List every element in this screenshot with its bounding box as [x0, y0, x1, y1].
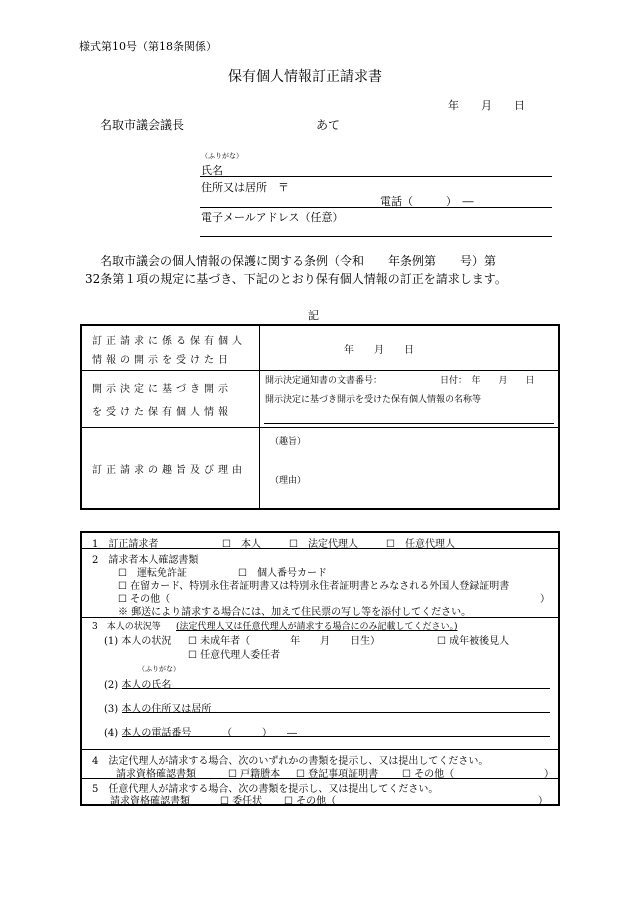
- addressee-suffix: あて: [316, 118, 341, 132]
- applicant-address-line[interactable]: [200, 207, 552, 208]
- applicant-email-label: 電子メールアドレス（任意）: [201, 211, 344, 224]
- s4-option-registry[interactable]: ☐ 登記事項証明書: [296, 769, 379, 780]
- intro-line-2: 32条第１項の規定に基づき、下記のとおり保有個人情報の訂正を請求します。: [85, 272, 507, 286]
- row1-label-line2: 情報の開示を受けた日: [92, 355, 232, 366]
- applicant-name-line[interactable]: [200, 176, 552, 177]
- s2-mail-note: ※ 郵送により請求する場合には、加えて住民票の写し等を添付してください。: [118, 607, 472, 618]
- s4-option-other[interactable]: ☐ その他（: [402, 769, 455, 780]
- s2-sep: [82, 617, 558, 618]
- row2-label-line1: 開示決定に基づき開示: [92, 384, 232, 395]
- s3-furigana: （ふりがな）: [138, 665, 180, 673]
- intro-line-1: 名取市議会の個人情報の保護に関する条例（令和 年条例第 号）第: [100, 254, 497, 268]
- s1-option-self[interactable]: ☐ 本人: [222, 539, 261, 550]
- addressee: 名取市議会議長: [100, 118, 185, 132]
- page-title: 保有個人情報訂正請求書: [228, 69, 382, 85]
- s1-option-voluntary-agent[interactable]: ☐ 任意代理人: [386, 539, 455, 550]
- s4-sep: [82, 778, 558, 779]
- s5-docs-label: 請求資格確認書類: [110, 796, 190, 807]
- s3-phone-label: (4) 本人の電話番号: [104, 728, 192, 739]
- s5-label: 5 任意代理人が請求する場合、次の書類を提示し、又は提出してください。: [92, 784, 439, 795]
- s3-option-principal[interactable]: ☐ 任意代理人委任者: [188, 650, 281, 661]
- s2-option-residence-card[interactable]: ☐ 在留カード、特別永住者証明書又は特別永住者証明書とみなされる外国人登録証明書: [118, 581, 510, 592]
- s5-option-other-close: ）: [538, 796, 548, 807]
- s3-option-adult-ward[interactable]: ☐ 成年被後見人: [437, 636, 510, 647]
- furigana-label: （ふりがな）: [201, 152, 243, 160]
- row1-label-line1: 訂正請求に係る保有個人: [92, 336, 246, 347]
- s3-status-label: (1) 本人の状況: [104, 636, 172, 647]
- row2-info-name[interactable]: 開示決定に基づき開示を受けた保有個人情報の名称等: [265, 395, 482, 405]
- s3-label: 3 本人の状況等: [92, 622, 161, 632]
- s3-phone-format[interactable]: （ ） ―: [222, 728, 297, 739]
- s2-label: 2 請求者本人確認書類: [92, 555, 199, 566]
- s1-sep: [82, 548, 558, 549]
- s4-option-koseki[interactable]: ☐ 戸籍謄本: [228, 769, 281, 780]
- s3-sep: [82, 749, 558, 750]
- s1-label: 1 訂正請求者: [92, 539, 159, 550]
- row2-label-line2: を受けた保有個人情報: [92, 407, 232, 418]
- s3-name-line[interactable]: [122, 688, 550, 689]
- row1-date-value[interactable]: 年 月 日: [344, 345, 414, 356]
- s5-option-other[interactable]: ☐ その他（: [284, 796, 337, 807]
- applicant-phone-label: 電話（ ） ―: [380, 195, 474, 208]
- s1-option-legal-agent[interactable]: ☐ 法定代理人: [289, 539, 358, 550]
- applicant-name-label: 氏名: [201, 164, 223, 177]
- row3-label: 訂正請求の趣旨及び理由: [92, 465, 246, 476]
- table1-row-sep-1: [82, 370, 558, 371]
- s4-label: 4 法定代理人が請求する場合、次のいずれかの書類を提示し、又は提出してください。: [92, 756, 489, 767]
- s3-address-line[interactable]: [122, 712, 550, 713]
- row3-reason[interactable]: （理由）: [270, 476, 307, 486]
- s3-option-minor[interactable]: ☐ 未成年者（ 年 月 日生）: [188, 636, 381, 647]
- form-number: 様式第10号（第18条関係）: [79, 40, 217, 53]
- s3-address-label: (3) 本人の住所又は居所: [104, 704, 212, 715]
- row2-date[interactable]: 日付： 年 月 日: [440, 376, 535, 386]
- applicant-address-label: 住所又は居所 〒: [201, 181, 289, 194]
- s3-name-label: (2) 本人の氏名: [104, 680, 172, 691]
- applicant-email-line[interactable]: [200, 236, 552, 237]
- table1-divider: [259, 326, 260, 508]
- requester-table: [80, 531, 560, 806]
- s5-option-proxy[interactable]: ☐ 委任状: [220, 796, 263, 807]
- row3-purpose[interactable]: （趣旨）: [270, 437, 307, 447]
- correction-table: [80, 324, 560, 510]
- row2-doc-number[interactable]: 開示決定通知書の文書番号：: [265, 376, 383, 386]
- s2-option-license[interactable]: ☐ 運転免許証: [118, 568, 187, 579]
- s2-option-other[interactable]: ☐ その他（: [118, 594, 171, 605]
- s2-option-other-close: ）: [540, 594, 550, 605]
- s2-option-mynumber[interactable]: ☐ 個人番号カード: [238, 568, 327, 579]
- s4-option-other-close: ）: [544, 769, 554, 780]
- s3-phone-line[interactable]: [122, 736, 550, 737]
- s4-docs-label: 請求資格確認書類: [116, 769, 196, 780]
- ki-heading: 記: [308, 309, 319, 322]
- table1-row-sep-2: [82, 427, 558, 428]
- date-placeholder: 年 月 日: [448, 99, 525, 112]
- row2-info-line: [264, 423, 554, 424]
- s3-label-note: (法定代理人又は任意代理人が請求する場合にのみ記載してください。): [176, 622, 458, 632]
